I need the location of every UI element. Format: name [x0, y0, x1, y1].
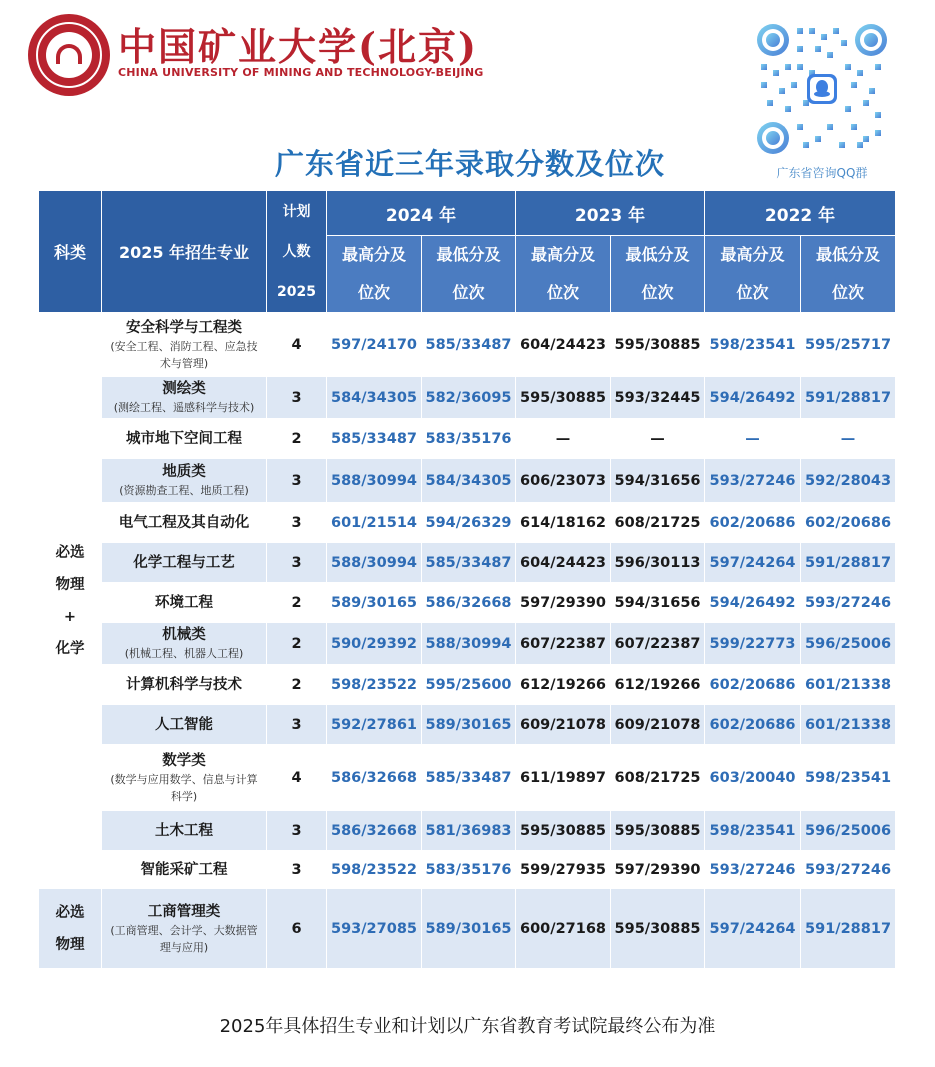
score-rank-cell: —: [705, 419, 801, 459]
major-note: (安全工程、消防工程、应急技术与管理): [110, 339, 258, 370]
score-rank-cell: 593/27246: [801, 583, 896, 623]
score-rank-cell: 581/36983: [422, 811, 516, 851]
score-rank-cell: 593/27246: [801, 851, 896, 889]
major-note: (工商管理、会计学、大数据管理与应用): [110, 923, 258, 954]
major-cell: [102, 745, 267, 811]
major-cell: [102, 705, 267, 745]
header-category: 科类: [39, 191, 102, 313]
plan-count: 2: [267, 623, 327, 665]
score-rank-cell: 607/22387: [611, 623, 705, 665]
score-rank-cell: 592/28043: [801, 459, 896, 503]
table-row: [39, 459, 896, 503]
plan-count: 4: [267, 745, 327, 811]
major-cell: [102, 583, 267, 623]
major-name: 土木工程: [155, 822, 213, 839]
score-rank-cell: 595/30885: [611, 313, 705, 377]
score-rank-cell: 609/21078: [611, 705, 705, 745]
score-rank-cell: 602/20686: [705, 665, 801, 705]
major-cell: [102, 459, 267, 503]
score-rank-cell: 595/30885: [516, 811, 611, 851]
score-rank-cell: 595/30885: [516, 377, 611, 419]
table-row: [39, 745, 896, 811]
header-min-2024: 最低分及 位次: [422, 236, 516, 313]
table-row: [39, 583, 896, 623]
university-logo: [28, 14, 110, 96]
score-rank-cell: 583/35176: [422, 419, 516, 459]
major-name: 城市地下空间工程: [126, 430, 242, 447]
header-plan-line1: 计划: [282, 203, 311, 220]
header-max-2024: 最高分及 位次: [327, 236, 422, 313]
major-name: 安全科学与工程类: [126, 319, 242, 336]
plan-count: 2: [267, 583, 327, 623]
major-name: 地质类: [162, 464, 206, 480]
score-rank-cell: 601/21514: [327, 503, 422, 543]
plan-count: 3: [267, 811, 327, 851]
major-name: 工商管理类: [147, 903, 221, 920]
score-rank-cell: 585/33487: [422, 313, 516, 377]
score-rank-cell: 591/28817: [801, 543, 896, 583]
header-min-2023: 最低分及 位次: [611, 236, 705, 313]
major-cell: [102, 811, 267, 851]
score-rank-cell: 598/23541: [705, 313, 801, 377]
score-rank-cell: 598/23522: [327, 851, 422, 889]
page-title: 广东省近三年录取分数及位次: [274, 147, 665, 181]
major-note: (数学与应用数学、信息与计算科学): [110, 772, 258, 803]
score-rank-cell: 600/27168: [516, 889, 611, 969]
score-rank-cell: 595/25600: [422, 665, 516, 705]
major-name: 测绘类: [162, 381, 206, 397]
qq-group-qr-code: [757, 24, 887, 154]
score-rank-cell: 596/30113: [611, 543, 705, 583]
header-plan-line2: 人数: [282, 243, 311, 260]
score-rank-cell: 612/19266: [516, 665, 611, 705]
score-rank-cell: 588/30994: [327, 459, 422, 503]
score-rank-cell: 597/29390: [516, 583, 611, 623]
score-rank-cell: 604/24423: [516, 313, 611, 377]
category-physics-chemistry: [39, 313, 102, 889]
score-rank-cell: 590/29392: [327, 623, 422, 665]
header-major: 2025 年招生专业: [102, 191, 267, 313]
table-row: [39, 313, 896, 377]
major-cell: [102, 665, 267, 705]
score-rank-cell: 585/33487: [422, 543, 516, 583]
score-rank-cell: 594/31656: [611, 459, 705, 503]
score-rank-cell: 601/21338: [801, 665, 896, 705]
category-label-line: 物理: [55, 576, 85, 593]
qr-caption: 广东省咨询QQ群: [776, 166, 868, 180]
score-rank-cell: 604/24423: [516, 543, 611, 583]
score-rank-cell: 598/23541: [705, 811, 801, 851]
table-row: [39, 377, 896, 419]
score-rank-cell: 594/31656: [611, 583, 705, 623]
score-rank-cell: 592/27861: [327, 705, 422, 745]
category-label-line: 必选: [55, 904, 85, 921]
major-name: 化学工程与工艺: [133, 554, 235, 571]
header-year-2023: 2023 年: [516, 191, 705, 236]
header-plan-line3: 2025: [277, 283, 316, 300]
score-rank-cell: 595/30885: [611, 811, 705, 851]
score-rank-cell: 614/18162: [516, 503, 611, 543]
header-year-2024: 2024 年: [327, 191, 516, 236]
category-label-line: 化学: [55, 640, 85, 657]
score-rank-cell: 593/32445: [611, 377, 705, 419]
major-name: 计算机科学与技术: [126, 676, 242, 693]
admission-scores-table: [38, 190, 896, 969]
table-row: [39, 543, 896, 583]
score-rank-cell: 595/30885: [611, 889, 705, 969]
score-rank-cell: 589/30165: [422, 889, 516, 969]
score-rank-cell: 599/27935: [516, 851, 611, 889]
major-name: 机械类: [162, 627, 206, 643]
score-rank-cell: —: [611, 419, 705, 459]
score-rank-cell: 585/33487: [327, 419, 422, 459]
score-rank-cell: 598/23522: [327, 665, 422, 705]
plan-count: 2: [267, 419, 327, 459]
score-rank-cell: 585/33487: [422, 745, 516, 811]
category-physics: [39, 889, 102, 969]
score-rank-cell: 593/27246: [705, 459, 801, 503]
table-row: [39, 705, 896, 745]
score-rank-cell: 586/32668: [422, 583, 516, 623]
table-row: [39, 623, 896, 665]
score-rank-cell: 595/25717: [801, 313, 896, 377]
major-cell: [102, 623, 267, 665]
brand-name-en: CHINA UNIVERSITY OF MINING AND TECHNOLOGY-BEIJING: [118, 66, 484, 79]
score-rank-cell: 609/21078: [516, 705, 611, 745]
table-row: [39, 889, 896, 969]
score-rank-cell: 582/36095: [422, 377, 516, 419]
major-cell: [102, 419, 267, 459]
major-name: 电气工程及其自动化: [118, 514, 250, 531]
major-cell: [102, 543, 267, 583]
header-plan: [267, 191, 327, 313]
footer-note: 2025年具体招生专业和计划以广东省教育考试院最终公布为准: [219, 1016, 716, 1037]
score-rank-cell: 606/23073: [516, 459, 611, 503]
plan-count: 3: [267, 377, 327, 419]
score-rank-cell: 584/34305: [422, 459, 516, 503]
score-rank-cell: 596/25006: [801, 811, 896, 851]
table-row: [39, 811, 896, 851]
score-rank-cell: 593/27246: [705, 851, 801, 889]
header-year-2022: 2022 年: [705, 191, 896, 236]
score-rank-cell: 594/26329: [422, 503, 516, 543]
plan-count: 3: [267, 459, 327, 503]
score-rank-cell: 589/30165: [327, 583, 422, 623]
plan-count: 3: [267, 543, 327, 583]
score-rank-cell: —: [801, 419, 896, 459]
score-rank-cell: 601/21338: [801, 705, 896, 745]
score-rank-cell: 611/19897: [516, 745, 611, 811]
table-body: [39, 313, 896, 969]
plan-count: 6: [267, 889, 327, 969]
score-rank-cell: 603/20040: [705, 745, 801, 811]
score-rank-cell: 586/32668: [327, 811, 422, 851]
plan-count: 3: [267, 503, 327, 543]
score-rank-cell: —: [516, 419, 611, 459]
score-rank-cell: 588/30994: [327, 543, 422, 583]
table-row: [39, 665, 896, 705]
score-rank-cell: 602/20686: [801, 503, 896, 543]
header-max-2023: 最高分及 位次: [516, 236, 611, 313]
table-row: [39, 503, 896, 543]
score-rank-cell: 597/24170: [327, 313, 422, 377]
major-cell: [102, 377, 267, 419]
score-rank-cell: 602/20686: [705, 705, 801, 745]
score-rank-cell: 593/27085: [327, 889, 422, 969]
brand-name-cn: 中国矿业大学(北京): [118, 24, 478, 69]
score-rank-cell: 586/32668: [327, 745, 422, 811]
score-rank-cell: 594/26492: [705, 377, 801, 419]
qr-code-icon: [757, 24, 887, 154]
major-cell: [102, 889, 267, 969]
score-rank-cell: 602/20686: [705, 503, 801, 543]
score-rank-cell: 607/22387: [516, 623, 611, 665]
score-rank-cell: 594/26492: [705, 583, 801, 623]
score-rank-cell: 612/19266: [611, 665, 705, 705]
score-rank-cell: 599/22773: [705, 623, 801, 665]
score-rank-cell: 608/21725: [611, 503, 705, 543]
major-name: 人工智能: [155, 716, 213, 733]
major-cell: [102, 503, 267, 543]
major-cell: [102, 851, 267, 889]
score-rank-cell: 589/30165: [422, 705, 516, 745]
score-rank-cell: 588/30994: [422, 623, 516, 665]
logo-emblem-icon: [46, 32, 92, 78]
major-name: 环境工程: [155, 594, 213, 611]
major-name: 智能采矿工程: [140, 861, 228, 878]
score-rank-cell: 597/29390: [611, 851, 705, 889]
major-note: (机械工程、机器人工程): [124, 647, 244, 660]
score-rank-cell: 591/28817: [801, 889, 896, 969]
plan-count: 4: [267, 313, 327, 377]
score-rank-cell: 597/24264: [705, 543, 801, 583]
score-rank-cell: 591/28817: [801, 377, 896, 419]
score-rank-cell: 596/25006: [801, 623, 896, 665]
category-label-line: +: [63, 608, 77, 625]
major-note: (测绘工程、遥感科学与技术): [113, 401, 255, 414]
table-row: [39, 419, 896, 459]
major-note: (资源勘查工程、地质工程): [119, 484, 249, 497]
plan-count: 3: [267, 705, 327, 745]
score-rank-cell: 584/34305: [327, 377, 422, 419]
score-rank-cell: 608/21725: [611, 745, 705, 811]
header-max-2022: 最高分及 位次: [705, 236, 801, 313]
score-rank-cell: 583/35176: [422, 851, 516, 889]
category-label-line: 必选: [55, 544, 85, 561]
plan-count: 2: [267, 665, 327, 705]
score-rank-cell: 598/23541: [801, 745, 896, 811]
major-cell: [102, 313, 267, 377]
header-min-2022: 最低分及 位次: [801, 236, 896, 313]
category-label-line: 物理: [55, 936, 85, 953]
table-row: [39, 851, 896, 889]
major-name: 数学类: [162, 752, 206, 769]
score-rank-cell: 597/24264: [705, 889, 801, 969]
plan-count: 3: [267, 851, 327, 889]
